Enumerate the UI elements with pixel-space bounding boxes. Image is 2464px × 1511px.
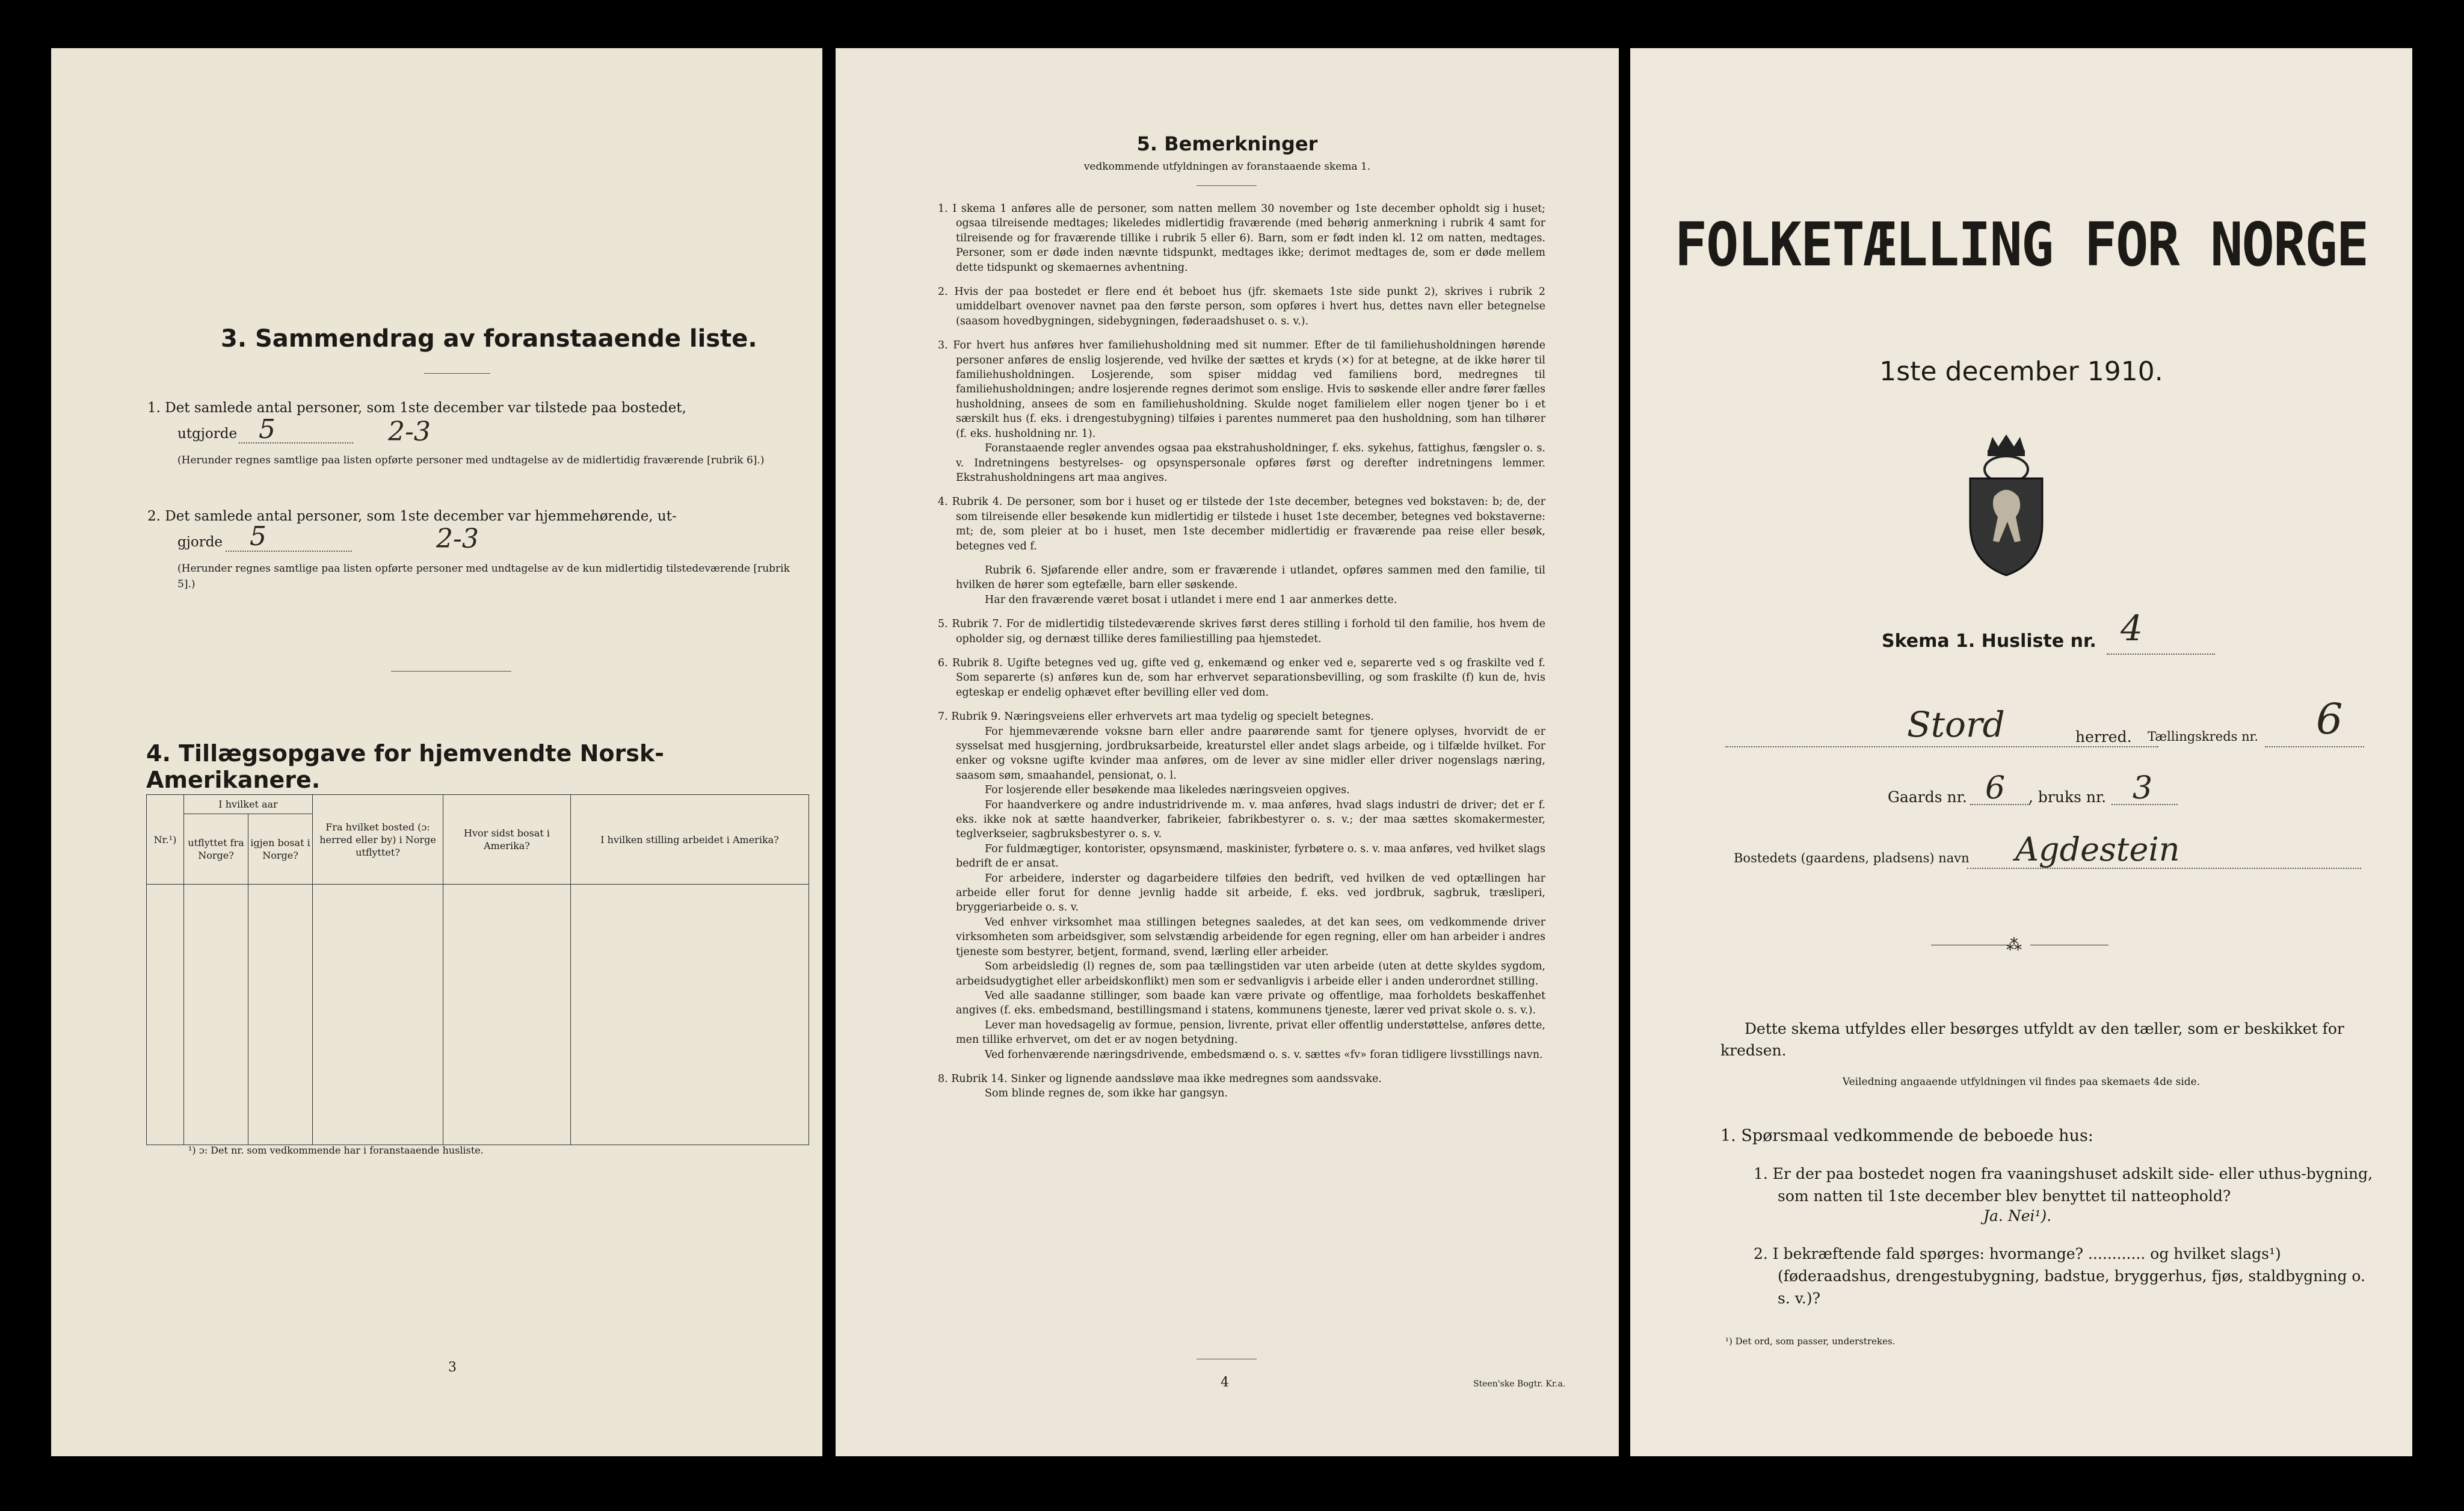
page-4 — [836, 48, 1619, 1456]
table-footnote: ¹) ɔ: Det nr. som vedkommende har i foranstaaende husliste. — [188, 1145, 484, 1156]
kreds-label: Tællingskreds nr. — [2148, 729, 2259, 744]
table-row — [147, 928, 809, 971]
q2-handwritten-a: 5 — [250, 521, 266, 552]
herred-line — [1725, 746, 2158, 747]
remark-7i: Ved alle saadanne stillinger, som baade kan være private og offentlige, maa forholdets beskaffenhet angives (f. eks. embedsmand, bestillingsmand i statens, kommunens tjeneste, lærer ved privat skole o. s. v.). — [956, 989, 1545, 1017]
col-group-aar: I hvilket aar — [184, 795, 313, 814]
veiledning-text: Veiledning angaaende utfyldningen vil findes paa skemaets 4de side. — [1842, 1076, 2201, 1088]
page-1-cover — [1630, 48, 2412, 1456]
intro-text: Dette skema utfyldes eller besørges utfyldt av den tæller, som er beskikket for kredsen. — [1720, 1020, 2344, 1059]
herred-value: Stord — [1907, 704, 2005, 745]
remark-6: 6. Rubrik 8. Ugifte betegnes ved ug, gifte ved g, enkemænd og enker ved e, separerte ved s og fraskilte ved f. Som separerte (s) anføres kun de, som har erhvervet separationsbevilling, og som fraskilte (f) kun de, hvis egteskap er endelig ophævet efter bevilling eller ved dom. — [938, 657, 1545, 699]
bosted-label: Bostedets (gaardens, pladsens) navn — [1734, 851, 1970, 865]
table-row — [147, 1015, 809, 1058]
page-number: 4 — [1221, 1375, 1229, 1390]
q2-fill-line — [226, 551, 352, 552]
remark-7h: Som arbeidsledig (l) regnes de, som paa tællingstiden var uten arbeide (uten at dette skyldes sygdom, arbeidsudygtighet eller arbeidskonflikt) men som er sedvanligvis i arbeide eller i anden underordnet stilling. — [956, 960, 1545, 987]
bruks-label: , bruks nr. — [2028, 788, 2107, 806]
cover-footnote: ¹) Det ord, som passer, understrekes. — [1725, 1336, 1896, 1347]
question-2: 2. Det samlede antal personer, som 1ste december var hjemmehørende, ut- — [147, 508, 677, 524]
q2-lead: gjorde — [177, 534, 223, 550]
skema-label: Skema 1. Husliste nr. — [1882, 631, 2096, 652]
q1-handwritten-b: 2-3 — [388, 416, 431, 447]
kreds-value: 6 — [2316, 694, 2343, 744]
bosted-value: Agdestein — [2015, 830, 2180, 868]
census-date: 1ste december 1910. — [1879, 356, 2163, 387]
cover-question-2: 2. I bekræftende fald spørges: hvormange? ............ og hvilket slags¹) (føderaadshus, drengestubygning, badstue, bryggerhus, fjøs, staldbygning o. s. v.)? — [1754, 1245, 2365, 1307]
remark-4: 4. Rubrik 4. De personer, som bor i huset og er tilstede der 1ste december, betegnes ved bokstaven: b; de, der som tilreisende eller besøkende kun midlertidig er tilstede i huset 1ste december, betegnes ved bokstaverne: mt; de, som pleier at bo i huset, men 1ste december midlertidig er fraværende paa reise eller besøk, betegnes ved f. — [938, 496, 1545, 552]
census-title: FOLKETÆLLING FOR NORGE — [1674, 209, 2368, 280]
col-utflyttet: utflyttet fra Norge? — [184, 814, 248, 885]
remark-7f: For arbeidere, inderster og dagarbeidere tilføies den bedrift, ved hvilken de ved optællingen har arbeide eller forut for denne jevnlig hadde sit arbeide, f. eks. ved jordbruk, sagbruk, træsliperi, bryggeriarbeide o. s. v. — [956, 872, 1545, 914]
gaards-label: Gaards nr. — [1888, 788, 1967, 806]
remark-3: 3. For hvert hus anføres hver familiehusholdning med sit nummer. Efter de til familiehusholdningen hørende personer anføres de enslig losjerende, ved hvilke der sættes et kryds (×) for at betegne, at de ikke hører til familiehusholdningen. Losjerende, som spiser middag ved familiens bord, medregnes til familiehusholdningen; andre losjerende regnes derimot som enslige. Hvis to søskende eller andre fører fælles husholdning, ansees de som en familiehusholdning. Skulde noget familielem eller nogen tjener bo i et særskilt hus (f. eks. i drengestubygning) tilføies i parentes nummeret paa den husholdning, som han tilhører (f. eks. husholdning nr. 1). — [938, 339, 1545, 440]
remark-7j: Lever man hovedsagelig av formue, pension, livrente, privat eller offentlig understøttelse, anføres dette, men tillike erhvervet, om det er av nogen betydning. — [956, 1019, 1545, 1046]
q1-handwritten-a: 5 — [259, 414, 276, 445]
page-number: 3 — [448, 1360, 457, 1375]
remark-7k: Ved forhenværende næringsdrivende, embedsmænd o. s. v. sættes «fv» foran tidligere livsstillings navn. — [985, 1048, 1543, 1061]
q2-handwritten-b: 2-3 — [436, 524, 479, 554]
table-row — [147, 971, 809, 1015]
remark-8: 8. Rubrik 14. Sinker og lignende aandssløve maa ikke medregnes som aandssvake. — [938, 1072, 1382, 1085]
page-3 — [51, 48, 822, 1456]
table-row — [147, 1058, 809, 1101]
cover-question-1: 1. Er der paa bostedet nogen fra vaaningshuset adskilt side- eller uthus-bygning, som natten til 1ste december blev benyttet til natteophold? — [1754, 1165, 2373, 1205]
remark-4b: Rubrik 6. Sjøfarende eller andre, som er fraværende i utlandet, opføres sammen med den familie, til hvilken de hører som egtefælle, barn eller søskende. — [956, 564, 1545, 592]
remarks-title: 5. Bemerkninger — [1136, 132, 1318, 155]
remarks-body — [938, 202, 1545, 1101]
section-1-heading: 1. Spørsmaal vedkommende de beboede hus: — [1720, 1126, 2093, 1145]
printer-mark: Steen'ske Bogtr. Kr.a. — [1473, 1379, 1566, 1389]
divider — [391, 671, 511, 672]
bruks-value: 3 — [2133, 770, 2153, 806]
divider — [1197, 185, 1257, 186]
norway-coat-of-arms-icon — [1961, 433, 2051, 578]
col-bosted: Fra hvilket bosted (ɔ: herred eller by) i Norge utflyttet? — [313, 795, 443, 885]
q1-note: (Herunder regnes samtlige paa listen opførte personer med undtagelse av de midlertidig fraværende [rubrik 6].) — [177, 454, 765, 466]
remark-7: 7. Rubrik 9. Næringsveiens eller erhvervets art maa tydelig og specielt betegnes. — [938, 711, 1374, 723]
col-stilling: I hvilken stilling arbeidet i Amerika? — [571, 795, 809, 885]
kreds-line — [2265, 746, 2364, 747]
remark-3b: Foranstaaende regler anvendes ogsaa paa ekstrahusholdninger, f. eks. sykehus, fattighus, fængsler o. s. v. Indretningens bestyrelses- og opsynspersonale opføres først og derefter indretningens lemmer. Ekstrahusholdningens art maa angives. — [956, 442, 1545, 484]
remark-7g: Ved enhver virksomhet maa stillingen betegnes saaledes, at det kan sees, om vedkommende driver virksomheten som arbeidsgiver, som selvstændig arbeidende for egen regning, eller om han arbeider i andres tjeneste som bestyrer, betjent, formand, svend, lærling eller arbeider. — [956, 916, 1545, 958]
remark-4c: Har den fraværende været bosat i utlandet i mere end 1 aar anmerkes dette. — [985, 593, 1397, 606]
col-sidst-bosat: Hvor sidst bosat i Amerika? — [443, 795, 571, 885]
section-4-title: 4. Tillægsopgave for hjemvendte Norsk-Amerikanere. — [146, 740, 664, 793]
divider — [424, 373, 490, 374]
section-3-title: 3. Sammendrag av foranstaaende liste. — [221, 325, 757, 353]
remark-7b: For hjemmeværende voksne barn eller andre paarørende samt for tjenere oplyses, hvorvidt de er sysselsat med husgjerning, jordbruksarbeide, kreaturstel eller andet slags arbeide, og i tilfælde hvilket. For enker og voksne ugifte kvinder maa anføres, om de lever av sine midler eller driver nogenslags næring, saasom søm, smaahandel, pensionat, o. l. — [956, 725, 1545, 782]
remark-7d: For haandverkere og andre industridrivende m. v. maa anføres, hvad slags industri de driver; det er f. eks. ikke nok at sætte haandverker, fabrikeier, fabrikbestyrer o. s. v.; der maa sættes skomakermester, teglverkseier, sagbruksbestyrer o. s. v. — [956, 799, 1545, 841]
remark-7e: For fuldmægtiger, kontorister, opsynsmænd, maskinister, fyrbøtere o. s. v. maa anføres, ved hvilket slags bedrift de er ansat. — [956, 842, 1545, 870]
remark-5: 5. Rubrik 7. For de midlertidig tilstedeværende skrives først deres stilling i forhold til den familie, hos hvem de opholder sig, og dernæst tillike deres familiestilling paa hjemstedet. — [938, 618, 1545, 645]
table-row — [147, 1101, 809, 1145]
ornament-icon: ⁂ — [2006, 936, 2022, 954]
q1-lead: utgjorde — [177, 426, 238, 442]
remark-1: 1. I skema 1 anføres alle de personer, som natten mellem 30 november og 1ste december opholdt sig i huset; ogsaa tilreisende medtages; likeledes midlertidig fraværende (med behørig anmerkning i rubrik 4 samt for tilreisende og for fraværende tillike i rubrik 5 eller 6). Barn, som er født inden kl. 12 om natten, medtages. Personer, som er døde inden nævnte tidspunkt, medtages ikke; derimot medtages de, som er døde mellem dette tidspunkt og skemaernes avhentning. — [938, 203, 1545, 274]
norsk-amerikanere-table — [146, 794, 809, 1145]
remark-8b: Som blinde regnes de, som ikke har gangsyn. — [985, 1087, 1228, 1100]
remarks-subtitle: vedkommende utfyldningen av foranstaaende skema 1. — [1083, 161, 1371, 173]
husliste-line — [2107, 654, 2215, 655]
q1-fill-line — [239, 442, 353, 443]
q2-note: (Herunder regnes samtlige paa listen opførte personer med undtagelse av de kun midlertidig tilstedeværende [rubrik 5].) — [177, 563, 790, 590]
col-nr: Nr.¹) — [147, 795, 184, 885]
question-1: 1. Det samlede antal personer, som 1ste december var tilstede paa bostedet, — [147, 400, 686, 416]
gaards-value: 6 — [1985, 770, 2006, 806]
herred-label: herred. — [2075, 728, 2132, 746]
q1-answer-options: Ja. Nei¹). — [1983, 1207, 2052, 1225]
remark-7c: For losjerende eller besøkende maa likeledes næringsveien opgives. — [985, 784, 1350, 797]
remark-2: 2. Hvis der paa bostedet er flere end ét beboet hus (jfr. skemaets 1ste side punkt 2), skrives i rubrik 2 umiddelbart ovenover navnet paa den første person, som opføres i hvert hus, dettes navn eller betegnelse (saasom hovedbygningen, sidebygningen, føderaadshuset o. s. v.). — [938, 286, 1545, 327]
col-igjen-bosat: igjen bosat i Norge? — [248, 814, 313, 885]
table-row — [147, 885, 809, 929]
husliste-nr-value: 4 — [2121, 608, 2143, 649]
